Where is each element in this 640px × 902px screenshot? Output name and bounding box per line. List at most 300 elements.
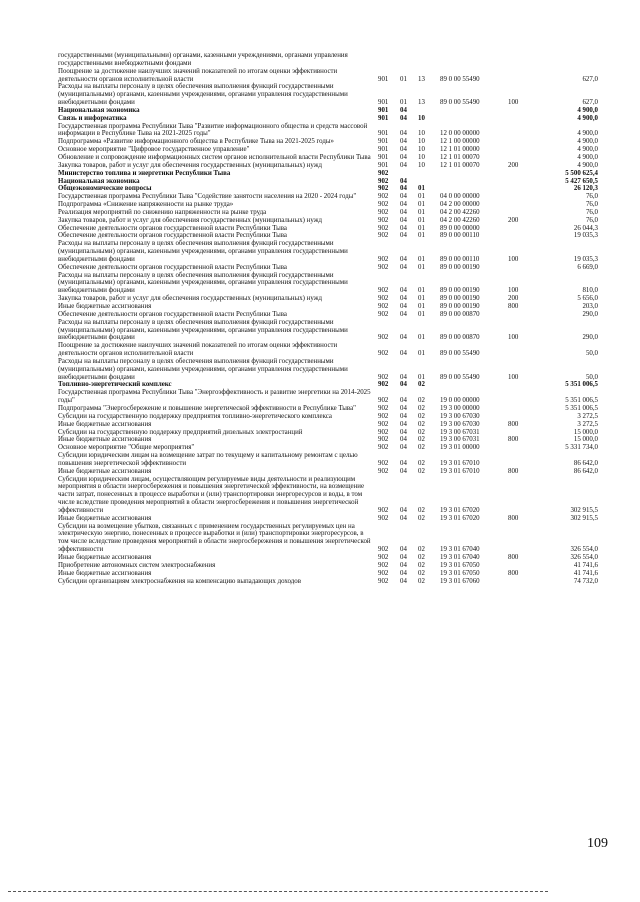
- row-rz-code: 04: [400, 193, 407, 201]
- row-name: Иные бюджетные ассигнования: [58, 467, 152, 475]
- row-pr-code: 02: [418, 428, 425, 436]
- table-row: [58, 381, 598, 389]
- row-gr-code: 901: [378, 99, 389, 107]
- row-cs-code: 89 0 00 00110: [440, 255, 480, 263]
- table-row: [58, 342, 598, 358]
- row-vr-code: 200: [508, 216, 519, 224]
- row-gr-code: 902: [378, 295, 389, 303]
- row-sum: 74 732,0: [573, 577, 598, 585]
- row-sum: 3 272,5: [577, 420, 598, 428]
- row-rz-code: 04: [400, 201, 407, 209]
- row-pr-code: 10: [418, 114, 425, 122]
- row-name: Государственная программа Республики Тыва "Развитие информационного общества и средств массовой информации в Республике Тыва на 2021-2025 годы": [58, 122, 368, 138]
- row-vr-code: [508, 138, 532, 146]
- row-sum: 76,0: [585, 208, 598, 216]
- table-row: [58, 201, 598, 209]
- row-sum: 302 915,5: [570, 514, 598, 522]
- row-cs-code: [440, 107, 508, 115]
- table-row: [58, 138, 598, 146]
- row-vr-code: 100: [508, 99, 519, 107]
- row-gr-code: 901: [378, 138, 389, 146]
- row-cs-code: 19 3 01 67040: [440, 554, 480, 561]
- table-row: [58, 405, 598, 413]
- row-name: Субсидии юридическим лицам, осуществляющим регулируемые виды деятельности и реализующим мероприятия в области энергосбережения и повышения энергетической эффективности, на возмещение части затрат, понесенных в процессе выработки и (или) транспортировки энергоресурсов и воды, в том числе вследствие проведения мероприятий в области энергосбережения и повышения энергетической эффективности: [58, 475, 365, 514]
- table-row: [58, 162, 598, 170]
- row-sum: 76,0: [585, 201, 598, 209]
- table-row: [58, 178, 598, 186]
- row-name: Приобретение автономных систем электроснабжения: [58, 561, 216, 569]
- row-vr-code: [508, 311, 532, 319]
- row-pr-code: 02: [418, 577, 425, 585]
- row-rz-code: 04: [400, 185, 407, 193]
- row-rz-code: 04: [400, 436, 407, 444]
- row-gr-code: 902: [378, 263, 389, 271]
- row-name: Иные бюджетные ассигнования: [58, 554, 152, 561]
- row-cs-code: 19 0 00 00000: [440, 397, 480, 405]
- row-name: Субсидии на государственную поддержку предприятия топливно-энергетического комплекса: [58, 412, 332, 420]
- row-rz-code: 04: [400, 514, 407, 522]
- row-rz-code: 04: [400, 577, 407, 585]
- row-cs-code: [440, 170, 508, 178]
- row-pr-code: 01: [418, 350, 425, 358]
- row-vr-code: 100: [508, 287, 519, 295]
- row-pr-code: 10: [418, 130, 425, 138]
- row-name: Обновление и сопровождение информационных систем органов исполнительной власти Республики Тыва: [58, 153, 371, 161]
- row-rz-code: [400, 170, 418, 178]
- row-cs-code: 19 3 00 67030: [440, 412, 480, 420]
- table-row: [58, 107, 598, 115]
- row-pr-code: 10: [418, 153, 425, 161]
- row-cs-code: 19 3 01 67020: [440, 514, 480, 522]
- row-rz-code: 04: [400, 224, 407, 232]
- row-rz-code: 04: [400, 569, 407, 577]
- row-name: Топливно-энергетический комплекс: [58, 381, 172, 389]
- table-row: [58, 523, 598, 554]
- row-sum: 4 900,0: [577, 130, 598, 138]
- row-rz-code: 04: [400, 138, 407, 146]
- row-pr-code: 10: [418, 146, 425, 154]
- row-pr-code: 01: [418, 193, 425, 201]
- row-sum: 326 554,0: [570, 546, 598, 554]
- row-vr-code: [508, 413, 532, 421]
- row-rz-code: 04: [400, 561, 407, 569]
- row-gr-code: 902: [378, 350, 389, 358]
- row-sum: 290,0: [582, 310, 598, 318]
- row-sum: 26 044,3: [573, 224, 598, 232]
- row-name: Закупка товаров, работ и услуг для обеспечения государственных (муниципальных) нужд: [58, 216, 322, 224]
- row-cs-code: 12 0 00 00000: [440, 130, 480, 138]
- row-sum: 627,0: [582, 75, 598, 83]
- row-name: Обеспечение деятельности органов государственной власти Республики Тыва: [58, 263, 287, 271]
- footer-rule: [8, 891, 548, 892]
- row-pr-code: [418, 178, 440, 186]
- row-rz-code: 04: [400, 153, 407, 161]
- row-cs-code: 19 3 00 67031: [440, 428, 480, 436]
- row-sum: 5 331 734,0: [565, 444, 598, 452]
- row-rz-code: 04: [400, 114, 407, 122]
- row-name: Поощрение за достижение наилучших значений показателей по итогам оценки эффективности деятельности органов исполнительной власти: [58, 67, 338, 83]
- row-name: Обеспечение деятельности органов государственной власти Республики Тыва: [58, 232, 287, 240]
- row-cs-code: [440, 115, 508, 123]
- row-name: Государственная программа Республики Тыва "Энергоэффективность и развитие энергетики на 2014-2025 годы": [58, 389, 371, 405]
- row-rz-code: 04: [400, 350, 407, 358]
- row-sum: 5 351 006,5: [565, 404, 598, 412]
- row-rz-code: 04: [400, 263, 407, 271]
- row-sum: 5 427 650,5: [565, 177, 598, 185]
- row-name: Подпрограмма "Энергосбережение и повышение энергетической эффективности в Республике Тыва": [58, 404, 356, 412]
- row-pr-code: 02: [418, 404, 425, 412]
- row-sum: 41 741,6: [573, 561, 598, 569]
- row-sum: 4 900,0: [577, 106, 598, 114]
- row-vr-code: 800: [508, 467, 519, 475]
- row-cs-code: 19 3 01 67020: [440, 506, 480, 514]
- row-pr-code: 01: [418, 255, 425, 263]
- row-vr-code: [508, 107, 532, 115]
- row-cs-code: 19 3 01 67050: [440, 561, 480, 569]
- row-rz-code: 04: [400, 130, 407, 138]
- row-cs-code: 89 0 00 55490: [440, 75, 480, 83]
- row-name: Обеспечение деятельности органов государственной власти Республики Тыва: [58, 310, 287, 318]
- row-rz-code: 04: [400, 334, 407, 342]
- row-gr-code: 902: [378, 546, 389, 554]
- row-sum: 6 669,0: [577, 263, 598, 271]
- table-row: [58, 311, 598, 319]
- row-gr-code: 902: [378, 373, 389, 381]
- page-number: 109: [587, 836, 608, 851]
- row-vr-code: [508, 381, 532, 389]
- row-vr-code: [508, 578, 532, 586]
- row-sum: 4 900,0: [577, 153, 598, 161]
- row-name: Иные бюджетные ассигнования: [58, 514, 152, 522]
- row-pr-code: 02: [418, 569, 425, 577]
- row-sum: 302 915,5: [570, 506, 598, 514]
- row-vr-code: [508, 115, 532, 123]
- table-row: [58, 170, 598, 178]
- row-pr-code: 01: [418, 208, 425, 216]
- table-row: [58, 68, 598, 84]
- row-sum: 810,0: [582, 287, 598, 295]
- row-gr-code: 901: [378, 153, 389, 161]
- row-pr-code: 01: [418, 216, 425, 224]
- row-rz-code: 04: [400, 177, 407, 185]
- row-sum: 41 741,6: [573, 569, 598, 577]
- table-row: [58, 358, 598, 382]
- row-vr-code: [508, 476, 532, 515]
- row-name: Субсидии организациям электроснабжения на компенсацию выпадающих доходов: [58, 577, 302, 585]
- row-gr-code: 902: [378, 506, 389, 514]
- row-gr-code: 902: [378, 381, 389, 389]
- row-pr-code: 01: [418, 310, 425, 318]
- row-gr-code: 902: [378, 193, 389, 201]
- row-name: Основное мероприятие "Общие мероприятия": [58, 444, 195, 452]
- table-row: [58, 468, 598, 476]
- row-gr-code: 902: [378, 169, 389, 177]
- row-rz-code: 04: [400, 546, 407, 554]
- row-vr-code: [508, 523, 532, 554]
- row-gr-code: 901: [378, 114, 389, 122]
- table-row: [58, 303, 598, 311]
- row-vr-code: 100: [508, 255, 519, 263]
- row-rz-code: 04: [400, 216, 407, 224]
- row-cs-code: 12 1 01 00070: [440, 161, 480, 169]
- row-cs-code: 04 2 00 42260: [440, 208, 480, 216]
- row-cs-code: 19 3 01 67040: [440, 546, 480, 554]
- row-pr-code: [418, 170, 440, 178]
- row-name: Реализация мероприятий по снижению напряженности на рынке труда: [58, 208, 267, 216]
- row-vr-code: [508, 68, 532, 84]
- row-gr-code: 902: [378, 569, 389, 577]
- row-cs-code: 19 3 01 67010: [440, 459, 480, 467]
- table-row: [58, 264, 598, 272]
- row-gr-code: 902: [378, 185, 389, 193]
- row-cs-code: 12 1 01 00070: [440, 153, 480, 161]
- row-vr-code: 200: [508, 295, 519, 303]
- row-vr-code: 200: [508, 161, 519, 169]
- row-vr-code: 100: [508, 334, 519, 342]
- row-gr-code: 902: [378, 303, 389, 310]
- table-row: [58, 562, 598, 570]
- row-cs-code: 89 0 00 00870: [440, 334, 480, 342]
- row-cs-code: 04 2 00 42260: [440, 216, 480, 224]
- row-pr-code: 02: [418, 436, 425, 444]
- row-sum: 76,0: [585, 193, 598, 201]
- table-row: [58, 225, 598, 233]
- row-vr-code: [508, 170, 532, 178]
- row-sum: 5 500 625,4: [565, 169, 598, 177]
- row-gr-code: 902: [378, 467, 389, 475]
- row-rz-code: 01: [400, 99, 407, 107]
- row-rz-code: 04: [400, 459, 407, 467]
- row-cs-code: 19 3 01 67060: [440, 577, 480, 585]
- row-vr-code: [508, 178, 532, 186]
- row-rz-code: 04: [400, 303, 407, 310]
- row-rz-code: 04: [400, 208, 407, 216]
- row-pr-code: 02: [418, 420, 425, 428]
- table-row: [58, 232, 598, 240]
- row-sum: 627,0: [582, 99, 598, 107]
- row-rz-code: 04: [400, 506, 407, 514]
- table-row: [58, 429, 598, 437]
- row-rz-code: 04: [400, 554, 407, 561]
- row-pr-code: 01: [418, 287, 425, 295]
- row-vr-code: [508, 342, 532, 358]
- row-vr-code: [508, 444, 532, 452]
- table-row: [58, 123, 598, 139]
- table-row: [58, 413, 598, 421]
- row-cs-code: [440, 178, 508, 186]
- table-row: [58, 272, 598, 296]
- row-name: Субсидии на государственную поддержку предприятий дизельных электростанций: [58, 428, 303, 436]
- row-cs-code: 89 0 00 00190: [440, 295, 480, 303]
- row-gr-code: 902: [378, 287, 389, 295]
- row-pr-code: 01: [418, 224, 425, 232]
- row-name: Связь и информатика: [58, 114, 127, 122]
- row-cs-code: 89 0 00 55490: [440, 99, 480, 107]
- row-gr-code: 902: [378, 397, 389, 405]
- row-gr-code: 902: [378, 428, 389, 436]
- row-gr-code: 902: [378, 232, 389, 240]
- row-pr-code: 01: [418, 295, 425, 303]
- row-vr-code: [508, 154, 532, 162]
- table-row: [58, 217, 598, 225]
- row-cs-code: [440, 381, 508, 389]
- row-sum: 326 554,0: [570, 554, 598, 561]
- row-cs-code: 19 3 00 67031: [440, 436, 480, 444]
- row-vr-code: [508, 209, 532, 217]
- row-name: Национальная экономика: [58, 106, 140, 114]
- row-vr-code: [508, 146, 532, 154]
- row-gr-code: 901: [378, 130, 389, 138]
- table-row: [58, 554, 598, 562]
- row-name: Иные бюджетные ассигнования: [58, 303, 152, 310]
- row-rz-code: 04: [400, 287, 407, 295]
- row-rz-code: 04: [400, 467, 407, 475]
- row-gr-code: 902: [378, 577, 389, 585]
- table-row: [58, 515, 598, 523]
- row-sum: 5 351 006,5: [565, 397, 598, 405]
- row-sum: 19 035,3: [573, 255, 598, 263]
- row-name: Закупка товаров, работ и услуг для обеспечения государственных (муниципальных) нужд: [58, 295, 322, 303]
- row-cs-code: 04 2 00 00000: [440, 201, 480, 209]
- row-gr-code: 902: [378, 514, 389, 522]
- row-name: Расходы на выплаты персоналу в целях обеспечения выполнения функций государственными (муниципальными) органами, казенными учреждениями, органами управления государственными внебюджетными фондами: [58, 271, 348, 295]
- row-rz-code: 04: [400, 428, 407, 436]
- row-pr-code: 02: [418, 514, 425, 522]
- row-name: Подпрограмма «Развитие информационного общества в Республике Тыва на 2021-2025 годы»: [58, 138, 334, 146]
- table-row: [58, 389, 598, 405]
- row-vr-code: [508, 232, 532, 240]
- row-rz-code: 04: [400, 310, 407, 318]
- row-sum: 4 900,0: [577, 161, 598, 169]
- row-rz-code: 04: [400, 412, 407, 420]
- row-cs-code: 89 0 00 00190: [440, 263, 480, 271]
- table-row: [58, 146, 598, 154]
- row-rz-code: 04: [400, 373, 407, 381]
- row-vr-code: [508, 405, 532, 413]
- row-pr-code: 02: [418, 506, 425, 514]
- row-pr-code: 01: [418, 303, 425, 310]
- row-pr-code: 02: [418, 459, 425, 467]
- row-rz-code: 04: [400, 295, 407, 303]
- row-gr-code: 901: [378, 106, 389, 114]
- row-sum: 19 035,3: [573, 232, 598, 240]
- row-vr-code: 800: [508, 303, 519, 310]
- row-name: Министерство топлива и энергетики Республики Тыва: [58, 169, 231, 177]
- row-vr-code: [508, 225, 532, 233]
- row-gr-code: 902: [378, 420, 389, 428]
- table-row: [58, 185, 598, 193]
- row-pr-code: 01: [418, 334, 425, 342]
- row-rz-code: 04: [400, 161, 407, 169]
- row-gr-code: 902: [378, 216, 389, 224]
- table-row: [58, 570, 598, 578]
- row-sum: 15 000,0: [573, 428, 598, 436]
- row-pr-code: 02: [418, 397, 425, 405]
- table-row: [58, 444, 598, 452]
- row-pr-code: 10: [418, 161, 425, 169]
- row-rz-code: 04: [400, 444, 407, 452]
- row-vr-code: [508, 52, 532, 68]
- row-rz-code: 01: [400, 75, 407, 83]
- row-sum: 86 642,0: [573, 467, 598, 475]
- row-sum: 4 900,0: [577, 146, 598, 154]
- row-vr-code: [508, 201, 532, 209]
- row-name: Иные бюджетные ассигнования: [58, 436, 152, 444]
- row-gr-code: 902: [378, 554, 389, 561]
- row-pr-code: 02: [418, 381, 425, 389]
- row-pr-code: 10: [418, 138, 425, 146]
- row-pr-code: 02: [418, 412, 425, 420]
- row-pr-code: 01: [418, 185, 425, 193]
- row-gr-code: 902: [378, 310, 389, 318]
- row-cs-code: 19 3 01 67050: [440, 569, 480, 577]
- row-sum: 203,0: [582, 303, 598, 310]
- row-pr-code: 02: [418, 444, 425, 452]
- row-pr-code: [418, 52, 440, 68]
- row-sum: 50,0: [585, 350, 598, 358]
- row-vr-code: 800: [508, 420, 519, 428]
- table-row: [58, 295, 598, 303]
- row-name: Субсидии юридическим лицам на возмещение затрат по текущему и капитальному ремонтам с целью повышения энергетической эффективности: [58, 452, 358, 467]
- row-pr-code: 01: [418, 232, 425, 240]
- row-cs-code: 19 3 00 67030: [440, 420, 480, 428]
- row-vr-code: [508, 389, 532, 405]
- row-sum: [532, 52, 598, 68]
- row-vr-code: 800: [508, 554, 519, 561]
- row-name: Поощрение за достижение наилучших значений показателей по итогам оценки эффективности деятельности органов исполнительной власти: [58, 342, 338, 358]
- table-row: [58, 115, 598, 123]
- row-name: Иные бюджетные ассигнования: [58, 420, 152, 428]
- row-rz-code: 04: [400, 420, 407, 428]
- row-pr-code: 02: [418, 561, 425, 569]
- row-rz-code: 04: [400, 255, 407, 263]
- row-name: Подпрограмма «Снижение напряженности на рынке труда»: [58, 201, 234, 209]
- row-vr-code: 100: [508, 373, 519, 381]
- row-rz-code: 04: [400, 397, 407, 405]
- budget-table-body: [58, 52, 598, 585]
- row-pr-code: 02: [418, 554, 425, 561]
- row-gr-code: 902: [378, 255, 389, 263]
- row-cs-code: 19 3 01 00000: [440, 444, 480, 452]
- row-rz-code: 04: [400, 232, 407, 240]
- row-name: Основное мероприятие "Цифровое государственное управление": [58, 146, 250, 154]
- table-row: [58, 452, 598, 468]
- row-gr-code: 902: [378, 404, 389, 412]
- row-pr-code: [418, 107, 440, 115]
- table-row: [58, 319, 598, 343]
- row-vr-code: [508, 562, 532, 570]
- row-gr-code: 902: [378, 436, 389, 444]
- row-sum: 290,0: [582, 334, 598, 342]
- row-cs-code: [440, 52, 508, 68]
- row-gr-code: 902: [378, 334, 389, 342]
- row-vr-code: [508, 264, 532, 272]
- row-gr-code: 901: [378, 161, 389, 169]
- row-sum: 50,0: [585, 373, 598, 381]
- row-name: Общеэкономические вопросы: [58, 185, 152, 193]
- row-rz-code: 04: [400, 404, 407, 412]
- row-gr-code: 902: [378, 177, 389, 185]
- row-cs-code: 12 1 01 00000: [440, 146, 480, 154]
- row-cs-code: 89 0 00 00190: [440, 287, 480, 295]
- table-row: [58, 240, 598, 264]
- row-pr-code: 13: [418, 75, 425, 83]
- row-gr-code: 902: [378, 201, 389, 209]
- row-vr-code: 800: [508, 569, 519, 577]
- row-rz-code: [400, 52, 418, 68]
- row-gr-code: 902: [378, 444, 389, 452]
- row-name: Расходы на выплаты персоналу в целях обеспечения выполнения функций государственными (муниципальными) органами, казенными учреждениями, органами управления государственными внебюджетными фондами: [58, 357, 348, 381]
